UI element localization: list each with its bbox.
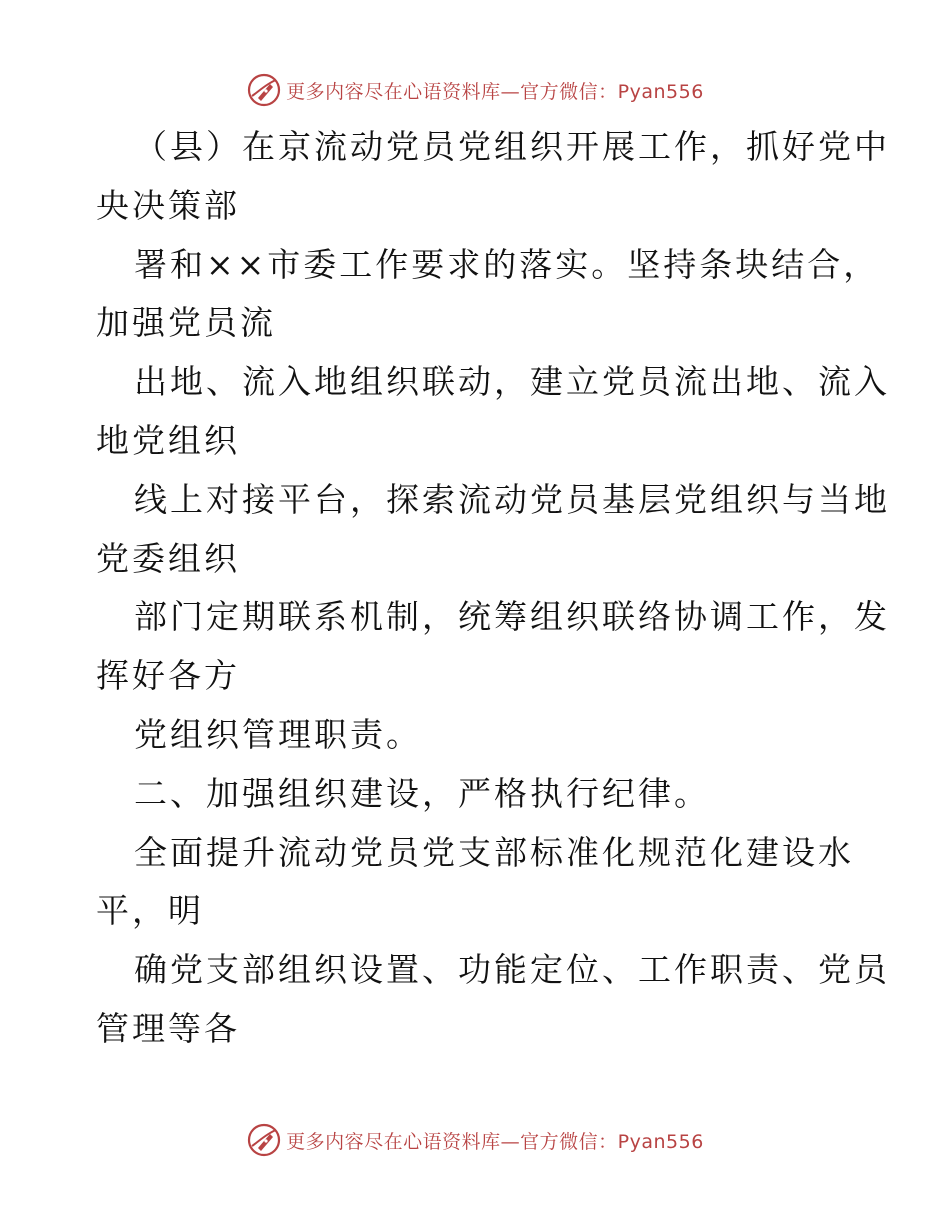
text-line: 线上对接平台，探索流动党员基层党组织与当地 (134, 479, 890, 519)
section-heading: 二、加强组织建设，严格执行纪律。 (134, 773, 710, 813)
text-line: 央决策部 (96, 185, 240, 225)
text-line: 部门定期联系机制，统筹组织联络协调工作，发 (134, 597, 890, 637)
text-line: 党委组织 (96, 538, 240, 578)
watermark-handle: Pyan556 (617, 1130, 704, 1153)
text-line: 出地、流入地组织联动，建立党员流出地、流入 (134, 362, 890, 402)
text-line: 加强党员流 (96, 303, 276, 343)
pen-nib-logo-icon (246, 72, 282, 108)
text-line: 挥好各方 (96, 656, 240, 696)
watermark-handle: Pyan556 (617, 80, 704, 103)
text-line: 党组织管理职责。 (134, 714, 422, 754)
text-line: 管理等各 (96, 1008, 240, 1048)
footer-watermark (0, 1120, 950, 1160)
pen-nib-logo-icon (246, 1122, 282, 1158)
text-line: 署和××市委工作要求的落实。坚持条块结合， (134, 244, 880, 284)
text-line: 全面提升流动党员党支部标准化规范化建设水 (134, 832, 854, 872)
text-line: （县）在京流动党员党组织开展工作，抓好党中 (134, 127, 890, 166)
text-line: 确党支部组织设置、功能定位、工作职责、党员 (134, 950, 890, 990)
document-body (96, 118, 890, 1059)
text-line: 地党组织 (96, 420, 240, 460)
text-line: 平，明 (96, 891, 204, 931)
header-watermark (0, 70, 950, 110)
watermark-text: 更多内容尽在心语资料库—官方微信：Pyan556 (286, 1130, 704, 1153)
watermark-text: 更多内容尽在心语资料库—官方微信：Pyan556 (286, 80, 704, 103)
